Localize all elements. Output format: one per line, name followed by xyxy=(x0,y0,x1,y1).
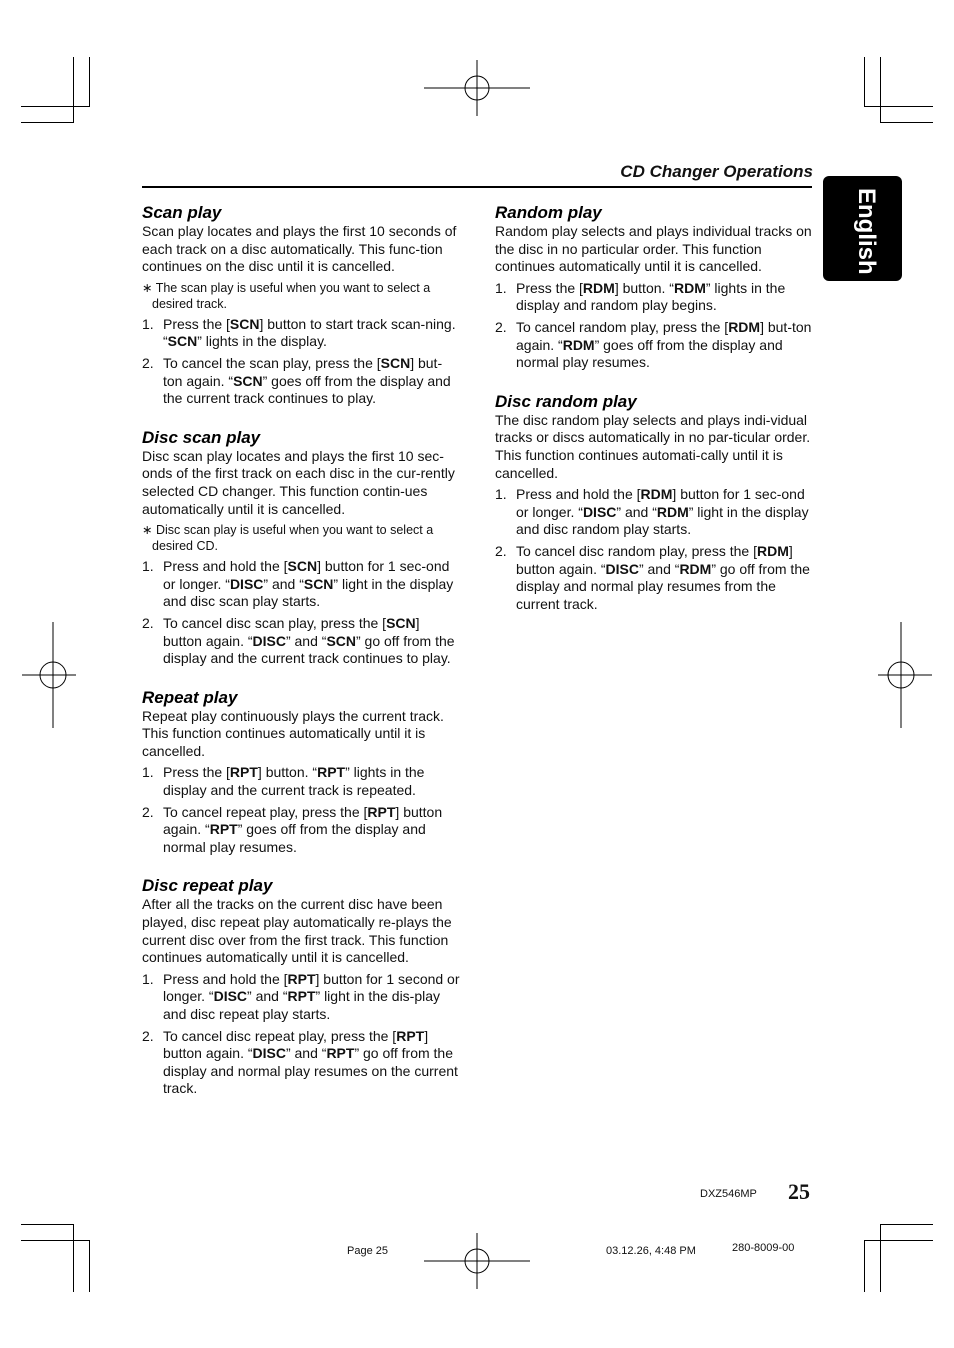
steps-list xyxy=(142,316,460,408)
step-number: 2. xyxy=(142,803,154,820)
left-column xyxy=(142,203,460,1102)
step-item xyxy=(495,486,813,539)
step-text: To cancel disc repeat play, press the [RPT] button again. “DISC” and “RPT” go off from the display and normal play resumes on the current track. xyxy=(163,1027,458,1097)
step-item xyxy=(142,316,460,351)
step-number: 1. xyxy=(142,764,154,781)
step-number: 2. xyxy=(495,542,507,559)
note: ∗ Disc scan play is useful when you want to select a desired CD. xyxy=(142,523,434,554)
disc-random-play-section xyxy=(495,392,813,614)
registration-target-left xyxy=(22,622,76,728)
step-item xyxy=(142,615,460,668)
section-intro: The disc random play selects and plays indi-vidual tracks or discs automatically in no par-ticular order. This function continues automati-cally until it is cancelled. xyxy=(495,411,811,481)
disc-scan-play-section xyxy=(142,428,460,668)
steps-list xyxy=(142,764,460,856)
step-item xyxy=(142,558,460,611)
print-date: 03.12.26, 4:48 PM xyxy=(606,1245,696,1257)
step-text: To cancel repeat play, press the [RPT] button again. “RPT” goes off from the display and normal play resumes. xyxy=(163,803,443,855)
step-item xyxy=(142,1028,460,1098)
repeat-play-section xyxy=(142,688,460,857)
language-tab-label: English xyxy=(853,188,880,275)
page-number: 25 xyxy=(788,1179,810,1204)
section-title: Scan play xyxy=(142,203,222,222)
step-number: 2. xyxy=(495,318,507,335)
step-text: Press the [RDM] button. “RDM” lights in the display and random play begins. xyxy=(516,279,786,314)
section-title: Repeat play xyxy=(142,687,238,707)
section-intro: Repeat play continuously plays the current track. This function continues automatically until it is cancelled. xyxy=(142,707,444,759)
step-text: To cancel disc random play, press the [RDM] button again. “DISC” and “RDM” go off from the display and normal play resumes from the current track. xyxy=(516,542,810,612)
step-number: 1. xyxy=(142,558,154,575)
step-number: 1. xyxy=(495,486,507,503)
part-number: 280-8009-00 xyxy=(732,1242,795,1254)
step-number: 1. xyxy=(142,315,154,332)
step-text: Press and hold the [SCN] button for 1 sec-ond or longer. “DISC” and “SCN” light in the display and disc scan play starts. xyxy=(163,558,454,610)
step-number: 1. xyxy=(495,279,507,296)
section-header: CD Changer Operations xyxy=(620,162,813,181)
registration-target-top xyxy=(424,60,530,116)
step-number: 1. xyxy=(142,970,154,987)
registration-target-bottom xyxy=(424,1233,530,1289)
step-item xyxy=(495,543,813,613)
step-item xyxy=(142,764,460,799)
step-number: 2. xyxy=(142,614,154,631)
section-intro: Random play selects and plays individual tracks on the disc in no particular order. This function continues automatically until it is cancelled. xyxy=(495,223,812,275)
step-item xyxy=(142,355,460,408)
section-intro: Disc scan play locates and plays the first 10 sec-onds of the first track on each disc in the cur-rently selected CD changer. This function contin-ues automatically until it is cancelled. xyxy=(142,447,455,517)
note: ∗ The scan play is useful when you want to select a desired track. xyxy=(142,280,431,311)
section-title: Disc repeat play xyxy=(142,876,273,896)
header-rule xyxy=(142,186,812,188)
step-text: To cancel the scan play, press the [SCN] but-ton again. “SCN” goes off from the display and the current track continues to play. xyxy=(163,354,451,407)
registration-target-right xyxy=(878,622,932,728)
print-page-label: Page 25 xyxy=(347,1245,388,1257)
random-play-section xyxy=(495,203,813,372)
steps-list xyxy=(142,558,460,668)
step-number: 2. xyxy=(142,1027,154,1044)
step-text: To cancel random play, press the [RDM] but-ton again. “RDM” goes off from the display and normal play resumes. xyxy=(516,318,812,371)
step-text: Press and hold the [RPT] button for 1 second or longer. “DISC” and “RPT” light in the dis-play and disc repeat play starts. xyxy=(163,970,460,1022)
disc-repeat-play-section xyxy=(142,876,460,1098)
section-title: Disc scan play xyxy=(142,427,261,447)
scan-play-section xyxy=(142,203,460,408)
step-item xyxy=(495,280,813,315)
steps-list xyxy=(495,486,813,613)
step-text: To cancel disc scan play, press the [SCN] button again. “DISC” and “SCN” go off from the display and the current track continues to play. xyxy=(163,614,455,667)
section-intro: After all the tracks on the current disc have been played, disc repeat play automatically re-plays the current disc over from the first track. This function continues automatically until it is cancelled. xyxy=(142,896,452,966)
step-item xyxy=(495,319,813,372)
step-text: Press and hold the [RDM] button for 1 sec-ond or longer. “DISC” and “RDM” light in the display and disc random play starts. xyxy=(516,486,809,538)
section-title: Disc random play xyxy=(495,391,637,411)
section-intro: Scan play locates and plays the first 10 seconds of each track on a disc automatically. This func-tion continues on the disc until it is cancelled. xyxy=(142,223,457,275)
right-column xyxy=(495,203,813,617)
step-number: 2. xyxy=(142,354,154,371)
section-title: Random play xyxy=(495,203,602,222)
steps-list xyxy=(495,280,813,372)
step-item xyxy=(142,971,460,1024)
model-number: DXZ546MP xyxy=(700,1188,757,1200)
step-text: Press the [SCN] button to start track scan-ning. “SCN” lights in the display. xyxy=(163,315,456,350)
step-text: Press the [RPT] button. “RPT” lights in the display and the current track is repeated. xyxy=(163,764,425,799)
step-item xyxy=(142,804,460,857)
steps-list xyxy=(142,971,460,1098)
